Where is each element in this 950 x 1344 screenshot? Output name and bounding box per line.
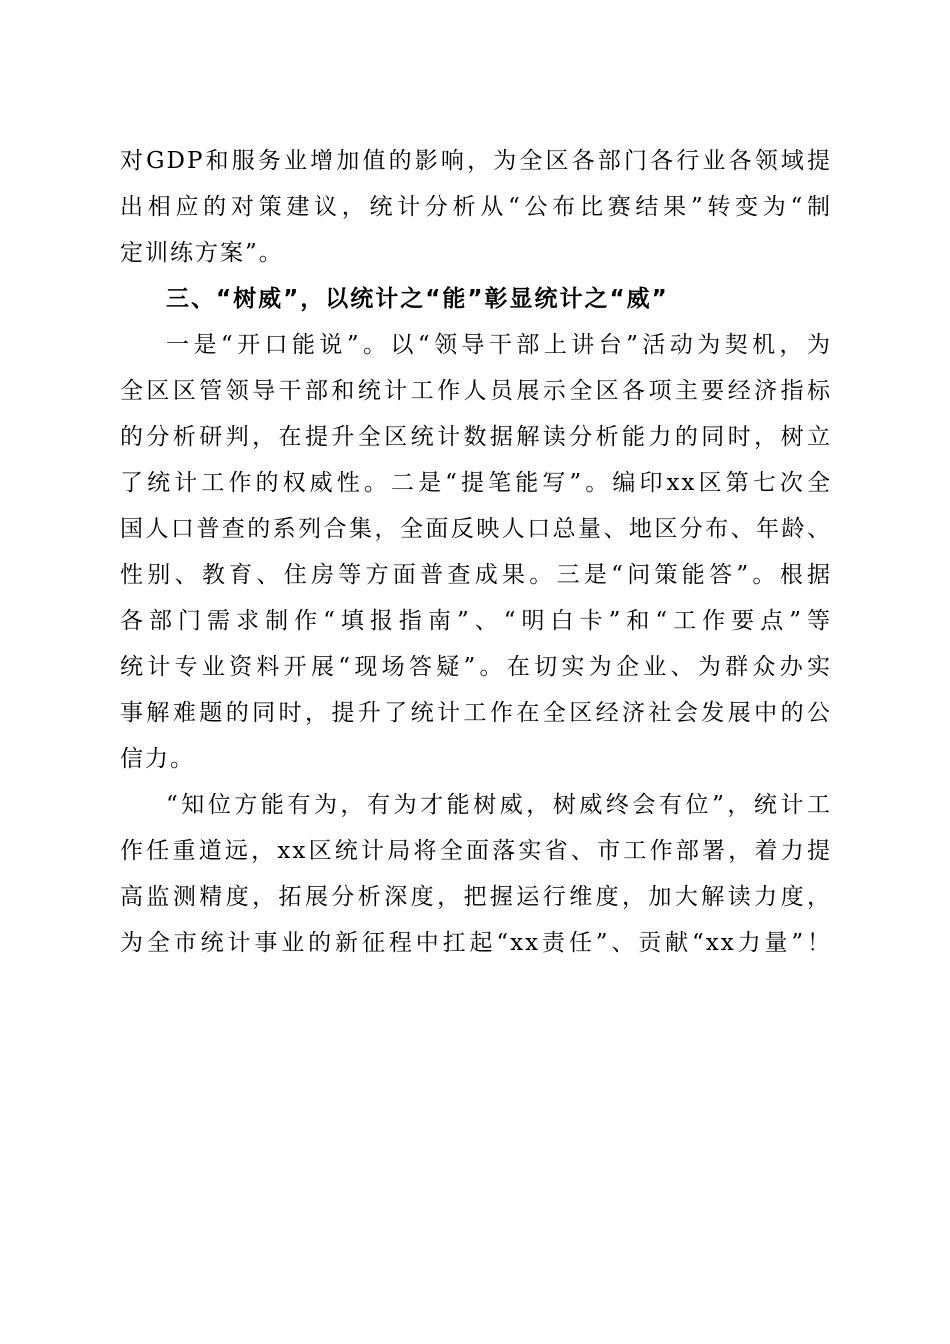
- text-line: 各部门需求制作“填报指南”、“明白卡”和“工作要点”等: [120, 608, 832, 634]
- text-line: 作任重道远，xx区统计局将全面落实省、市工作部署，着力提: [120, 838, 832, 864]
- text-line: 高监测精度，拓展分析深度，把握运行维度，加大解读力度，: [120, 884, 832, 910]
- text-line: 为全市统计事业的新征程中扛起“xx责任”、贡献“xx力量”！: [120, 930, 832, 956]
- text-line: 统计专业资料开展“现场答疑”。在切实为企业、为群众办实: [120, 654, 832, 680]
- paragraph-conclusion: [120, 782, 832, 966]
- text-line: 事解难题的同时，提升了统计工作在全区经济社会发展中的公: [120, 700, 832, 726]
- text-line: 的分析研判，在提升全区统计数据解读分析能力的同时，树立: [120, 424, 832, 450]
- section-heading-3: [120, 276, 832, 322]
- text-line: 一是“开口能说”。以“领导干部上讲台”活动为契机，为: [166, 332, 832, 358]
- text-line: 对GDP和服务业增加值的影响，为全区各部门各行业各领域提: [120, 148, 832, 174]
- text-line: 了统计工作的权威性。二是“提笔能写”。编印xx区第七次全: [120, 470, 832, 496]
- text-line: “知位方能有为，有为才能树威，树威终会有位”，统计工: [166, 792, 832, 818]
- text-line: 出相应的对策建议，统计分析从“公布比赛结果”转变为“制: [120, 194, 832, 220]
- text-line: 全区区管领导干部和统计工作人员展示全区各项主要经济指标: [120, 378, 832, 404]
- paragraph-gdp-impact: [120, 138, 832, 276]
- text-line: 信力。: [120, 746, 195, 772]
- text-line: 定训练方案”。: [120, 240, 284, 266]
- text-line: 性别、教育、住房等方面普查成果。三是“问策能答”。根据: [120, 562, 832, 588]
- paragraph-three-abilities: [120, 322, 832, 782]
- document-body: [120, 138, 832, 966]
- text-line: 国人口普查的系列合集，全面反映人口总量、地区分布、年龄、: [120, 516, 832, 542]
- heading-line: 三、“树威”，以统计之“能”彰显统计之“威”: [166, 286, 669, 312]
